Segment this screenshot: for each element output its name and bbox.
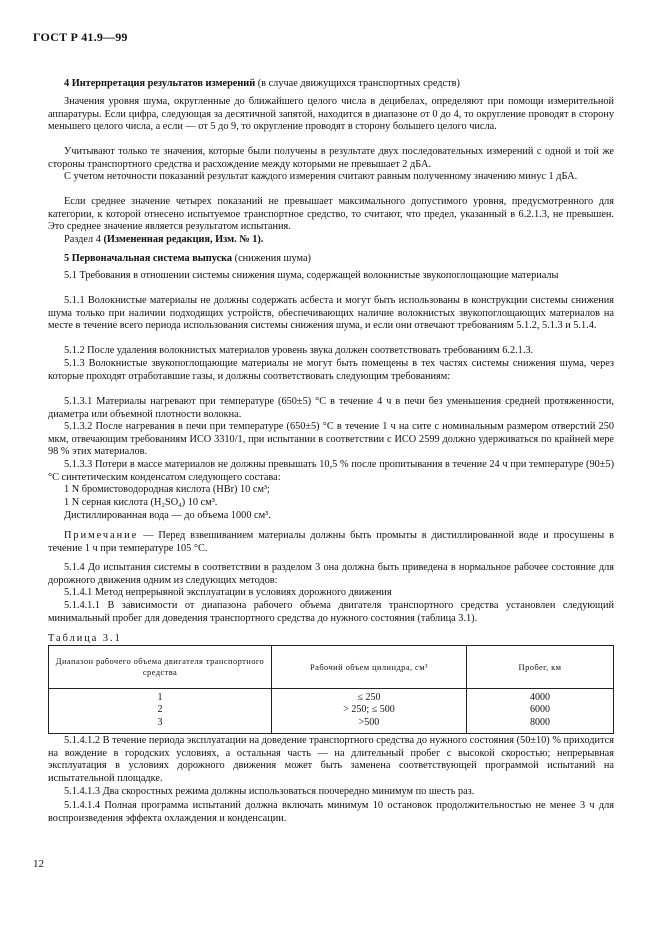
section-4-title: [48, 78, 614, 91]
note-text: — Перед взвешиванием материалы должны быть промыты в дистиллированной воде и просушены в течение 1 ч при температуре 105 °С.: [48, 530, 614, 554]
p-5-1-2: 5.1.2 После удаления волокнистых материалов уровень звука должен соответствовать требованиям 6.2.1.3.: [64, 345, 534, 356]
section-number: 4: [64, 78, 70, 89]
composition-2: 1 N серная кислота (H₂SO₄) 10 см³.: [64, 497, 218, 508]
section-title-note: (в случае движущихся транспортных средств): [257, 78, 460, 89]
col-header-engine-range: Диапазон рабочего объема двигателя транспортного средства: [49, 646, 272, 689]
page-number: 12: [33, 858, 44, 870]
page-header: ГОСТ Р 41.9—99: [33, 30, 128, 44]
section-number: 5: [64, 253, 70, 264]
p-5-1-3-3: 5.1.3.3 Потери в массе материалов не должны превышать 10,5 % после пропитывания в течение 24 ч при температуре (90±5) °С синтетическим конденсатом следующего состава:: [48, 459, 614, 483]
section-title: Интерпретация результатов измерений: [71, 78, 256, 89]
s4-p1: Значения уровня шума, округленные до ближайшего целого числа в децибелах, определяют при помощи измерительной аппаратуры. Если цифра, следующая за десятичной запятой, находится в диапазоне от 0 до 4, то округление проводят в сторону меньшего целого числа, а если — от 5 до 9, то округление проводят в сторону большего целого числа.: [48, 96, 614, 133]
p-5-1-4-1-4: 5.1.4.1.4 Полная программа испытаний должна включать минимум 10 остановок продолжительностью не менее 3 ч для воспроизведения эффекта охлаждения и конденсации.: [48, 800, 614, 824]
p-5-1-4-1-3: 5.1.4.1.3 Два скоростных режима должны использоваться поочередно минимум по шесть раз.: [64, 786, 475, 797]
composition-1: 1 N бромистоводородная кислота (HBr) 10 см³;: [64, 484, 270, 495]
section-5-title: [48, 253, 614, 266]
p-5-1-4-1: 5.1.4.1 Метод непрерывной эксплуатации в условиях дорожного движения: [64, 587, 392, 598]
p-5-1-4-1-2: 5.1.4.1.2 В течение периода эксплуатации на доведение транспортного средства до нужного состояния (50±10) % приходится на вождение в городских условиях, а остальная часть — на длительный пробег с высокой скоростью; непрерывная эксплуатация в условиях дорожного движения может быть заменена соответствующей программой испытаний на испытательной площадке.: [48, 735, 614, 784]
p-5-1-4: 5.1.4 До испытания системы в соответствии в разделом 3 она должна быть приведена в нормальное рабочее состояние для дорожного движения одним из следующих методов:: [48, 562, 614, 586]
table-cell: 2: [157, 704, 163, 716]
section-title: Первоначальная система выпуска: [71, 253, 233, 264]
p-5-1-1: 5.1.1 Волокнистые материалы не должны содержать асбеста и могут быть использованы в конструкции системы снижения шума только при наличии подходящих устройств, обеспечивающих наличие волокнистых звукопоглощающих материалов на месте в течение всего периода использования системы снижения шума, и если они отвечают требованиям 5.1.2, 5.1.3 и 5.1.4.: [48, 295, 614, 332]
col-header-cylinder-volume: Рабочий объем цилиндра, см³: [272, 646, 467, 689]
p-5-1-3: 5.1.3 Волокнистые звукопоглощающие материалы не могут быть помещены в тех частях системы снижения шума, через которые проходят отработавшие газы, и должны соответствовать следующим требованиям:: [48, 358, 614, 382]
p-5-1-4-1-1: 5.1.4.1.1 В зависимости от диапазона рабочего объема двигателя транспортного средства установлен следующий минимальный пробег для доведения транспортного средства до нужного состояния (таблица 3.1).: [48, 600, 614, 624]
p-5-1: 5.1 Требования в отношении системы снижения шума, содержащей волокнистые звукопоглощающие материалы: [64, 270, 559, 281]
col-header-mileage: Пробег, км: [467, 646, 614, 689]
table-cell: 3: [157, 716, 163, 728]
table-cell: 4000: [530, 692, 550, 703]
table-body: [49, 689, 614, 734]
s4-p2: Учитывают только те значения, которые были получены в результате двух последовательных измерений с одной и той же стороны транспортного средства и расхождение между которыми не превышает 2 дБА.: [48, 146, 614, 170]
note-label: Примечание: [64, 530, 139, 541]
s4-p3: С учетом неточности показаний результат каждого измерения считают равным полученному значению минус 1 дБА.: [64, 171, 578, 182]
composition-3: Дистиллированная вода — до объема 1000 см³.: [64, 510, 271, 521]
table-cell: > 250; ≤ 500: [343, 704, 395, 716]
note: [48, 530, 614, 555]
table-cell: 1: [157, 692, 163, 703]
table-3-1: [48, 645, 614, 734]
p-5-1-3-2: 5.1.3.2 После нагревания в печи при температуре (650±5) °С в течение 1 ч на сите с номинальным размером отверстий 250 мкм, отвечающим требованиям ИСО 3310/1, при испытании в соответствии с ИСО 2599 должно удерживаться по крайней мере 98 % этих материалов.: [48, 421, 614, 458]
section-title-note: (снижения шума): [234, 253, 311, 264]
s4-amendment: Раздел 4 (Измененная редакция, Изм. № 1).: [64, 234, 264, 245]
table-cell: 6000: [530, 704, 550, 716]
table-cell: 8000: [530, 716, 550, 728]
table-cell: >500: [358, 716, 380, 728]
s4-p4: Если среднее значение четырех показаний не превышает максимального допустимого уровня, предусмотренного для категории, к которой отнесено испытуемое транспортное средство, то считают, что предел, указанный в 6.2.1.3, не превышен. Это среднее значение является результатом испытания.: [48, 196, 614, 233]
table-cell: ≤ 250: [357, 692, 381, 703]
table-caption: Таблица 3.1: [48, 633, 122, 644]
p-5-1-3-1: 5.1.3.1 Материалы нагревают при температуре (650±5) °С в течение 4 ч в печи без уменьшения средней протяженности, диаметра или объемной плотности волокна.: [48, 396, 614, 420]
